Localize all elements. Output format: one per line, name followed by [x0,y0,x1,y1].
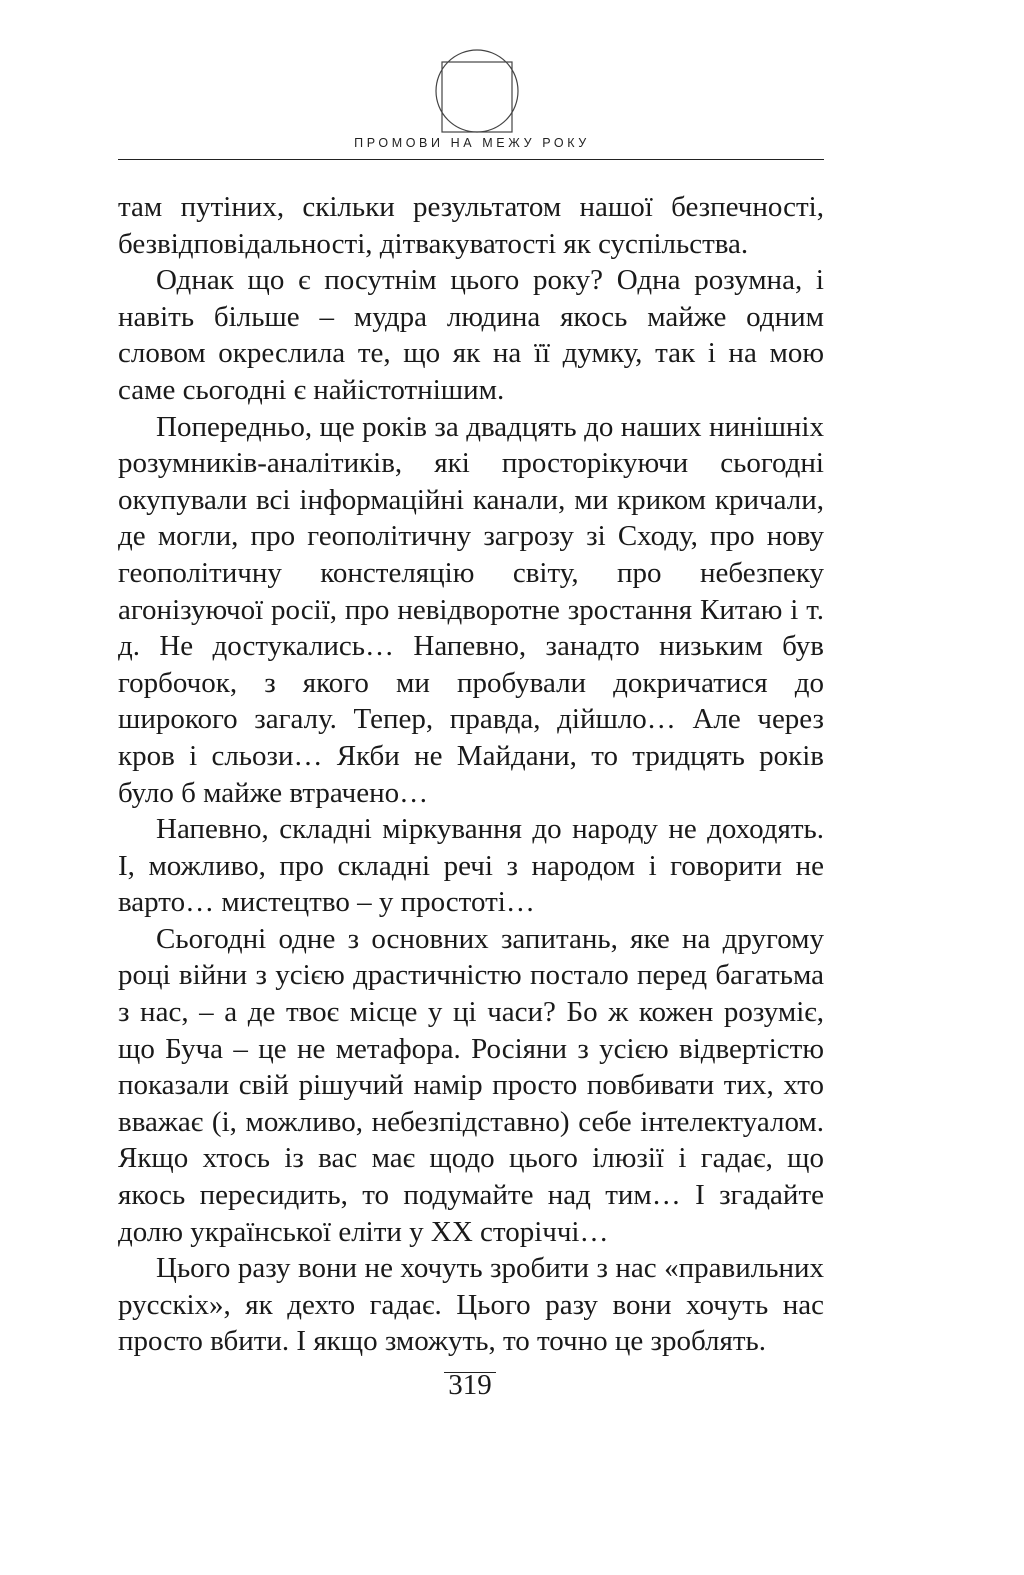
page-number: 319 [448,1369,492,1401]
header-rule [118,159,824,160]
running-head: ПРОМОВИ НА МЕЖУ РОКУ [354,136,590,150]
paragraph: Попередньо, ще років за двадцять до наших нинішніх розумників-аналітиків, які просторікуючи сьогодні окупували всі інформаційні канали, ми криком кричали, де могли, про геополітичну загрозу зі Сходу, про нову геополітичну констеляцію світу, про небезпеку агонізуючої росії, про невідворотне зростання Китаю і т. д. Не достукались… Напевно, занадто низьким був горбочок, з якого ми пробували докричатися до широкого загалу. Тепер, правда, дійшло… Але через кров і сльози… Якби не Майдани, то тридцять років було б майже втрачено… [118,410,824,809]
paragraph: Цього разу вони не хочуть зробити з нас «правильних русскіх», як дехто гадає. Цього разу вони хочуть нас просто вбити. І якщо зможуть, то точно це зроблять. [118,1252,824,1358]
paragraph: Сьогодні одне з основних запитань, яке на другому році війни з усією драстичністю постало перед багатьма з нас, – а де твоє місце у ці часи? Бо ж кожен розуміє, що Буча – це не метафора. Росіяни з усією відвертістю показали свій рішучий намір просто повбивати тих, хто вважає (і, можливо, небезпідставно) себе інтелектуалом. Якщо хтось із вас має щодо цього ілюзії і гадає, що якось пересидить, то подумайте над тим… І згадайте долю української еліти у XX сторіччі… [118,922,824,1248]
body-text [118,189,824,1360]
paragraph: Однак що є посутнім цього року? Одна розумна, і навіть більше – мудра людина якось майже одним словом окреслила те, що як на її думку, так і на мою саме сьогодні є найістотнішим. [118,264,824,406]
paragraph: Напевно, складні міркування до народу не доходять. І, можливо, про складні речі з народом і говорити не варто… мистецтво – у простоті… [118,813,824,919]
circle-square-emblem-icon [434,48,520,134]
paragraph: там путіних, скільки результатом нашої безпечності, безвідповідальності, дітвакуватості як суспільства. [118,191,824,260]
